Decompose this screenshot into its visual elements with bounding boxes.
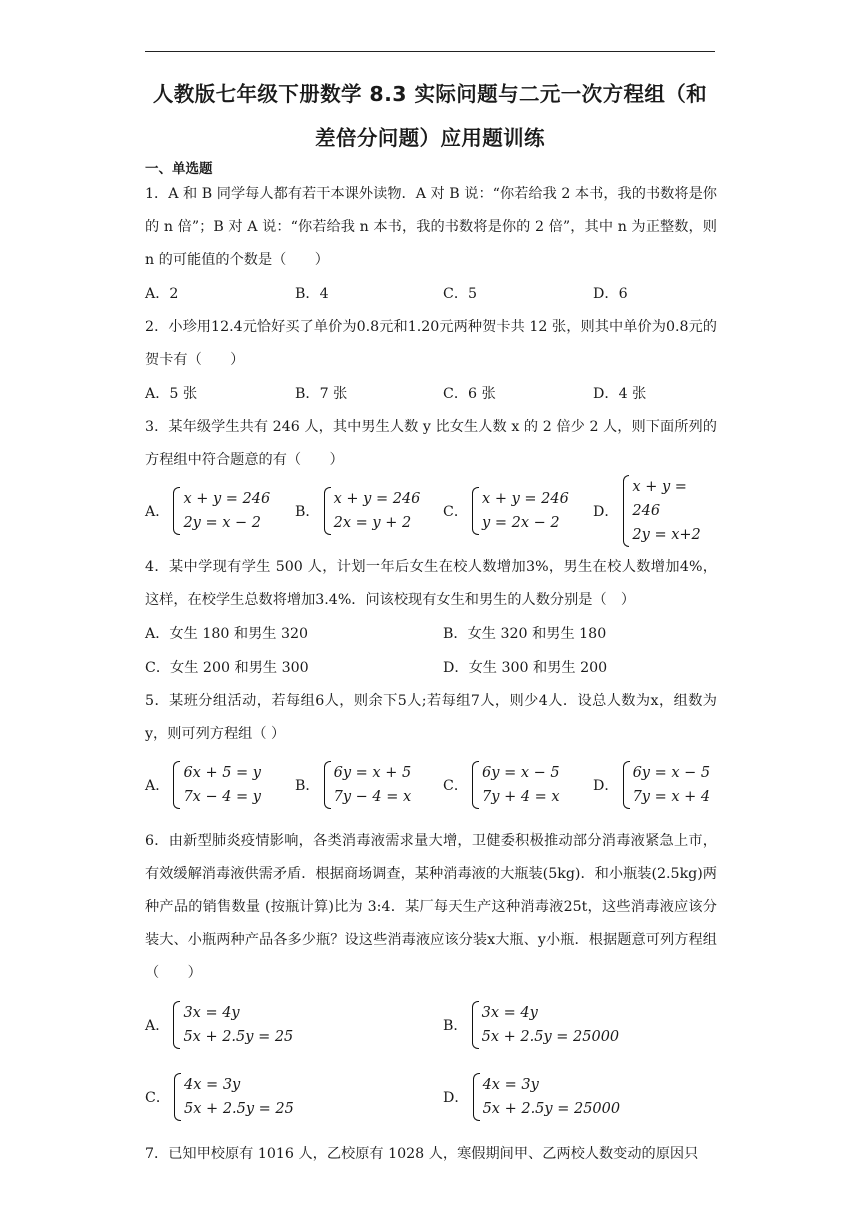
option-label: D． (593, 778, 619, 794)
option-a[interactable]: A．女生 180 和男生 320 (145, 626, 309, 642)
equation-1: 6y = x − 5 (482, 765, 560, 781)
equation-2: 2y = x+2 (632, 527, 701, 543)
option-label: A． (145, 778, 170, 794)
option-a[interactable] (145, 757, 261, 813)
question-5-text: 5．某班分组活动，若每组6人，则余下5人;若每组7人，则少4人．设总人数为x，组数为y，则可列方程组（ ） (145, 693, 717, 742)
question-6-text: 6．由新型肺炎疫情影响，各类消毒液需求量大增，卫健委积极推动部分消毒液紧急上市，有效缓解消毒液供需矛盾．根据商场调查，某种消毒液的大瓶装(5kg)．和小瓶装(2.5kg)两种产品的销售数量 (按瓶计算)比为 3:4．某厂每天生产这种消毒液25t，这些消毒液应该分装大、小瓶两种产品各多少瓶？设这些消毒液应该分装x大瓶、y小瓶．根据题意可列方程组（ ） (145, 833, 717, 981)
option-d[interactable] (443, 1066, 620, 1128)
equation-2: 5x + 2.5y = 25000 (481, 1029, 620, 1045)
equation-2: 5x + 2.5y = 25 (183, 1029, 294, 1045)
question-5-options (145, 757, 717, 813)
option-d[interactable] (593, 757, 710, 813)
option-a[interactable] (145, 483, 270, 539)
option-label: A． (145, 504, 170, 520)
option-label: C． (443, 778, 469, 794)
option-label: B． (295, 504, 320, 520)
equation-1: 6y = x + 5 (333, 765, 412, 781)
question-2-options (145, 377, 717, 411)
brace-icon (173, 487, 180, 535)
option-b[interactable]: B．7 张 (295, 386, 348, 402)
option-b[interactable] (295, 757, 411, 813)
equation-1: x + y = 246 (333, 491, 421, 507)
question-4-options-row-2 (145, 651, 717, 685)
brace-icon (472, 1001, 479, 1049)
equation-system (324, 487, 421, 535)
equation-1: x + y = 246 (183, 491, 271, 507)
option-d[interactable] (593, 479, 717, 543)
equation-system (324, 761, 412, 809)
question-4-options-row-1 (145, 617, 717, 651)
question-2-text: 2．小珍用12.4元恰好买了单价为0.8元和1.20元两种贺卡共 12 张，则其中单价为0.8元的贺卡有（ ） (145, 319, 717, 368)
question-6-options-row-2 (145, 1066, 717, 1128)
equation-1: x + y = 246 (482, 491, 569, 507)
option-c[interactable]: C．女生 200 和男生 300 (145, 660, 309, 676)
option-label: C． (443, 504, 469, 520)
equation-system (174, 1073, 294, 1121)
equation-2: 7y − 4 = x (333, 789, 412, 805)
option-b[interactable] (295, 483, 420, 539)
title-line-2: 差倍分问题）应用题训练 (315, 126, 545, 150)
question-3-text: 3．某年级学生共有 246 人，其中男生人数 y 比女生人数 x 的 2 倍少 2 人，则下面所列的方程组中符合题意的有（ ） (145, 419, 717, 468)
option-d[interactable]: D．4 张 (593, 386, 647, 402)
equation-system (173, 487, 270, 535)
question-3-options (145, 479, 717, 543)
option-label: A． (145, 1018, 170, 1034)
option-c[interactable] (443, 757, 560, 813)
option-d[interactable]: D．女生 300 和男生 200 (443, 660, 608, 676)
header-rule (145, 51, 715, 52)
brace-icon (623, 475, 630, 547)
option-c[interactable]: C．6 张 (443, 386, 496, 402)
equation-1: x + y = 246 (632, 479, 687, 519)
equation-system (173, 1001, 293, 1049)
equation-2: 2y = x − 2 (183, 515, 261, 531)
brace-icon (472, 487, 479, 535)
equation-2: y = 2x − 2 (482, 515, 560, 531)
equation-system (173, 761, 261, 809)
question-4-text: 4．某中学现有学生 500 人，计划一年后女生在校人数增加3%，男生在校人数增加4%，这样，在校学生总数将增加3.4%．问该校现有女生和男生的人数分别是（ ） (145, 559, 717, 608)
option-a[interactable]: A．2 (145, 286, 179, 302)
question-1-text: 1．A 和 B 同学每人都有若干本课外读物．A 对 B 说：“你若给我 2 本书，我的书数将是你的 n 倍”；B 对 A 说：“你若给我 n 本书，我的书数将是你的 2 倍”，其中 n 为正整数，则 n 的可能值的个数是（ ） (145, 186, 717, 268)
equation-2: 2x = y + 2 (333, 515, 412, 531)
question-list (145, 178, 717, 1171)
equation-2: 5x + 2.5y = 25 (184, 1101, 294, 1117)
equation-1: 4x = 3y (482, 1077, 539, 1093)
brace-icon (324, 761, 331, 809)
equation-1: 6y = x − 5 (632, 765, 711, 781)
option-label: D． (593, 504, 619, 520)
brace-icon (174, 1073, 181, 1121)
equation-2: 7x − 4 = y (183, 789, 261, 805)
document-title (145, 72, 715, 160)
option-a[interactable] (145, 994, 293, 1056)
equation-1: 4x = 3y (184, 1077, 241, 1093)
brace-icon (324, 487, 331, 535)
option-a[interactable]: A．5 张 (145, 386, 198, 402)
equation-system (472, 487, 569, 535)
equation-system (623, 761, 711, 809)
brace-icon (173, 761, 180, 809)
brace-icon (623, 761, 630, 809)
option-c[interactable] (145, 1066, 294, 1128)
equation-1: 3x = 4y (183, 1005, 240, 1021)
equation-system (473, 1073, 621, 1121)
equation-system (472, 761, 560, 809)
equation-system (472, 1001, 620, 1049)
question-1-options (145, 277, 717, 311)
option-b[interactable]: B．女生 320 和男生 180 (443, 626, 607, 642)
section-heading: 一、单选题 (145, 161, 213, 177)
option-d[interactable]: D．6 (593, 286, 628, 302)
equation-2: 7y = x + 4 (632, 789, 711, 805)
option-label: B． (295, 778, 320, 794)
brace-icon (473, 1073, 480, 1121)
option-label: B． (443, 1018, 468, 1034)
option-label: D． (443, 1090, 469, 1106)
option-label: C． (145, 1090, 171, 1106)
title-line-1: 人教版七年级下册数学 8.3 实际问题与二元一次方程组（和 (152, 82, 708, 106)
option-b[interactable] (443, 994, 619, 1056)
option-b[interactable]: B．4 (295, 286, 329, 302)
equation-1: 3x = 4y (481, 1005, 538, 1021)
option-c[interactable] (443, 483, 569, 539)
equation-2: 7y + 4 = x (482, 789, 560, 805)
brace-icon (472, 761, 479, 809)
question-6-options-row-1 (145, 994, 717, 1056)
question-7-text: 7．已知甲校原有 1016 人，乙校原有 1028 人，寒假期间甲、乙两校人数变动的原因只 (145, 1146, 699, 1162)
equation-2: 5x + 2.5y = 25000 (482, 1101, 621, 1117)
equation-1: 6x + 5 = y (183, 765, 261, 781)
option-c[interactable]: C．5 (443, 286, 478, 302)
brace-icon (173, 1001, 180, 1049)
equation-system (623, 475, 717, 547)
